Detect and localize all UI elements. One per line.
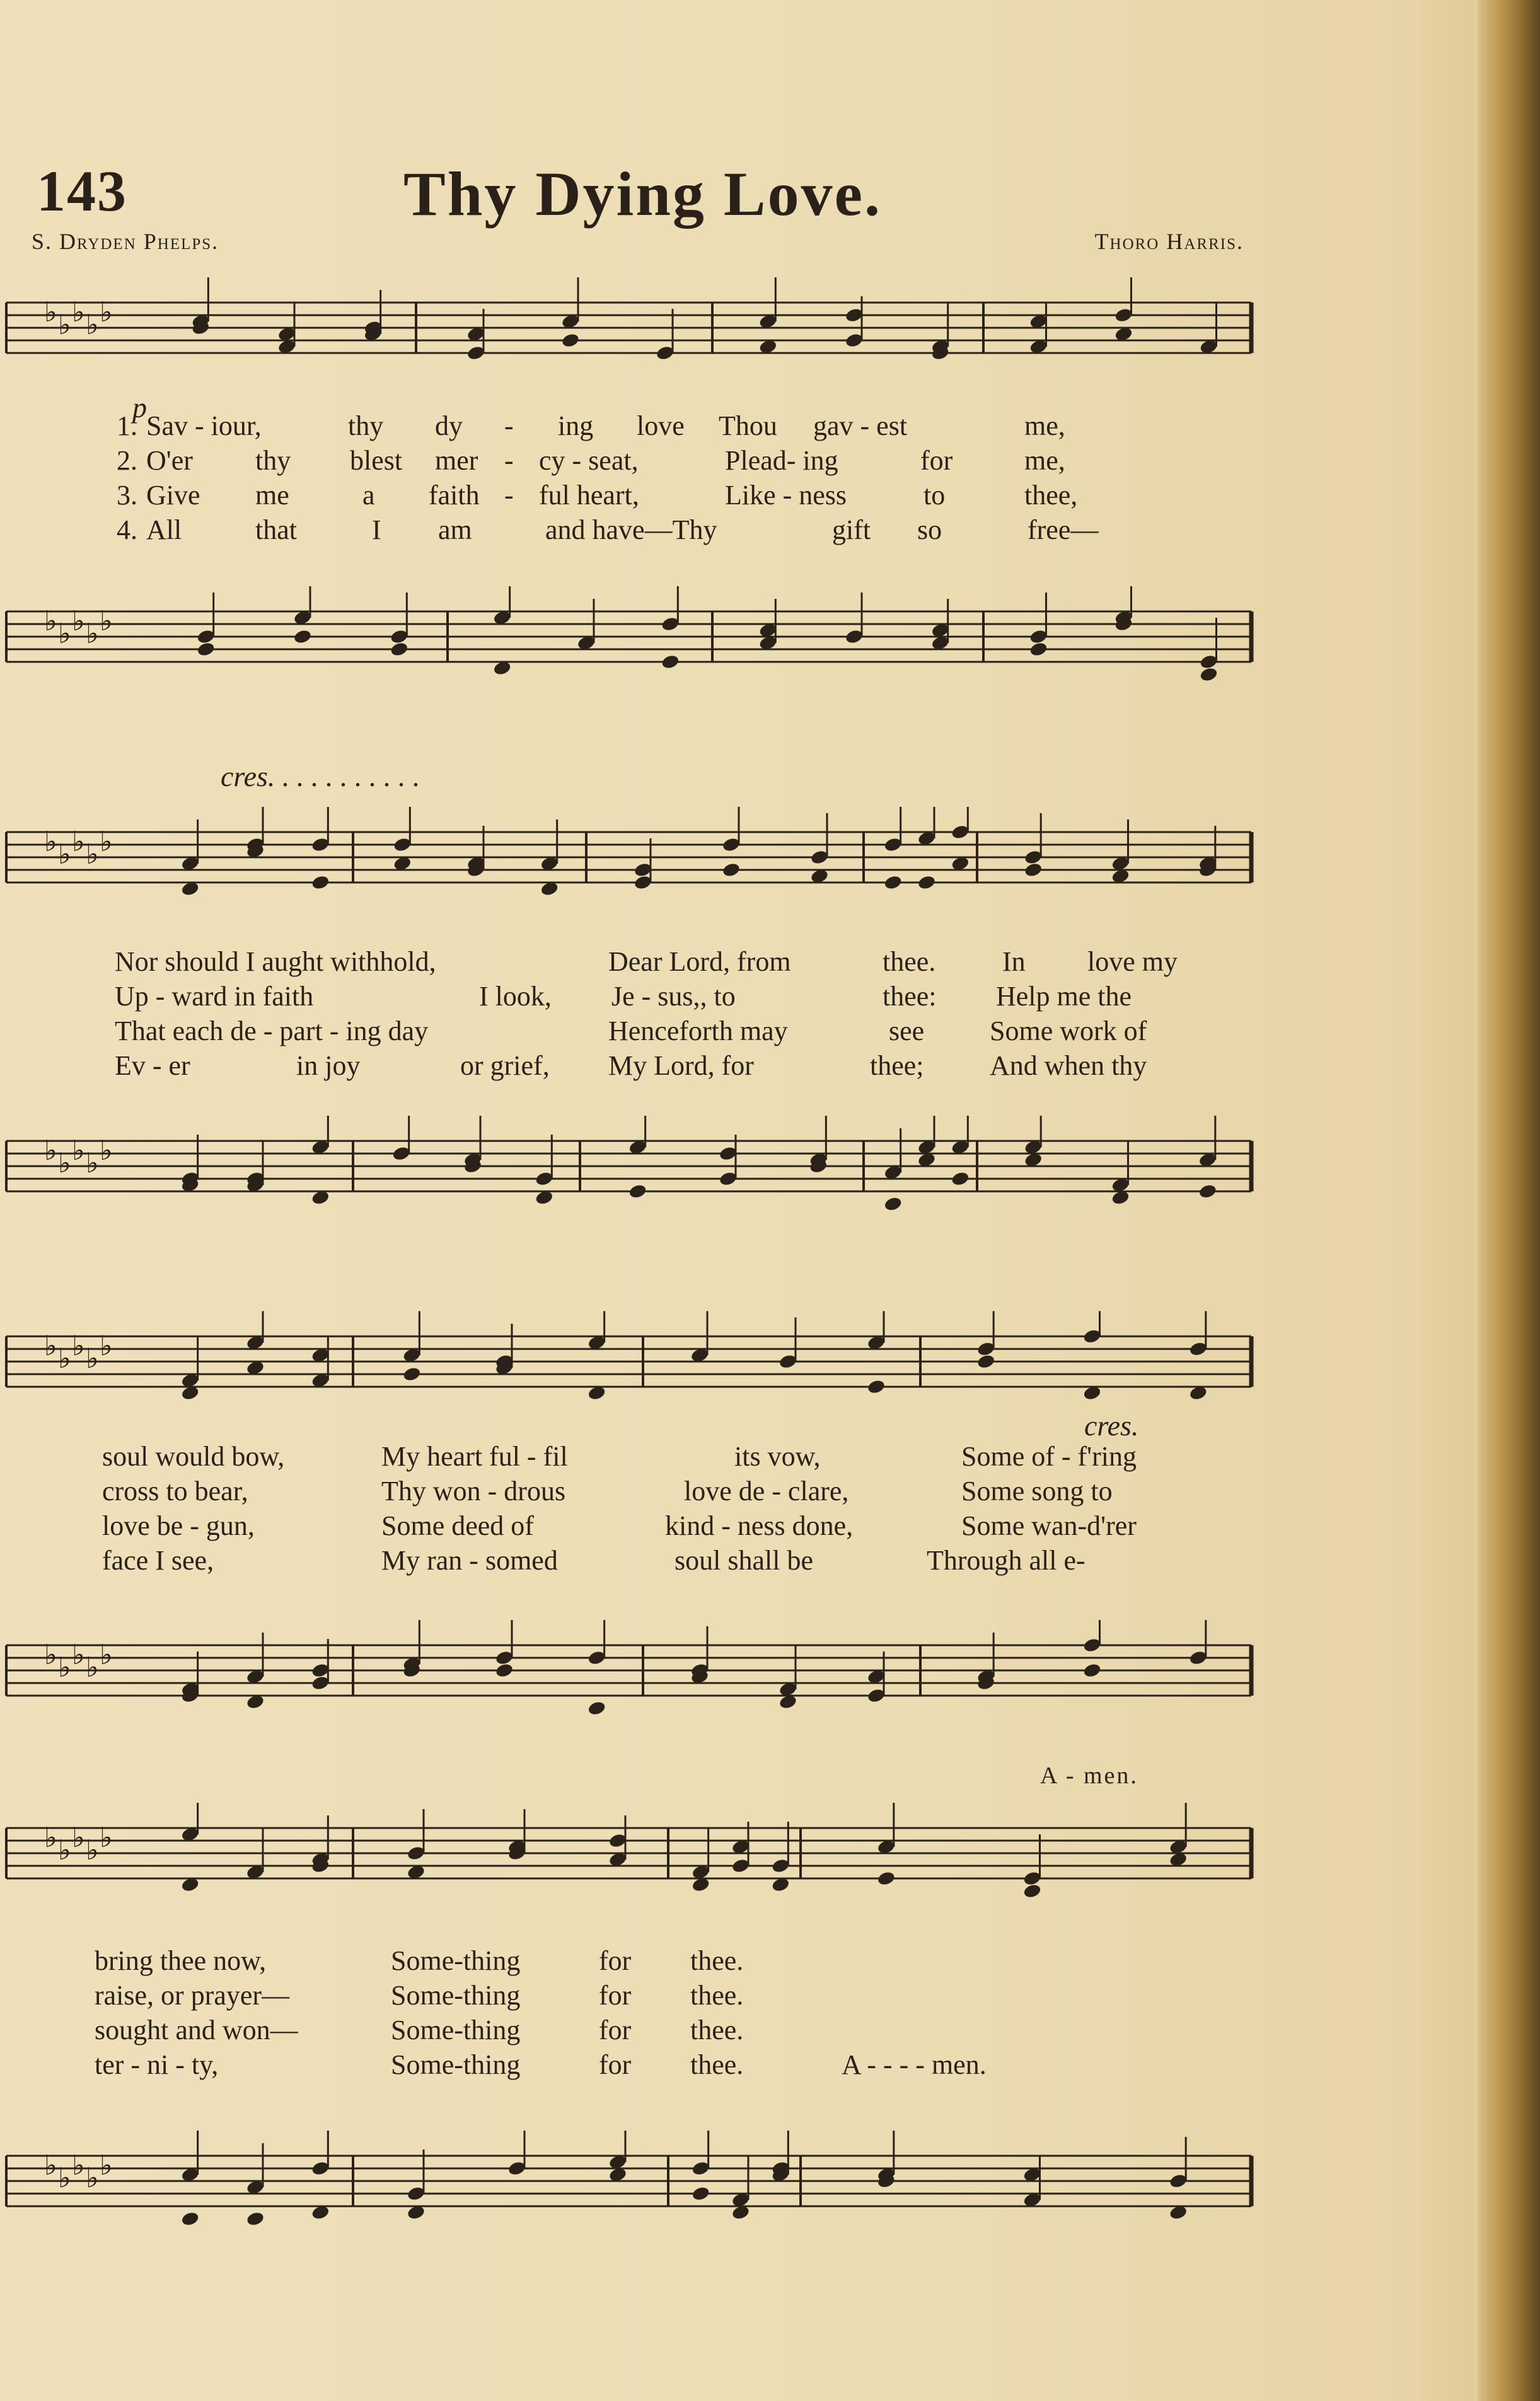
lyric-syllable: blest <box>350 445 403 476</box>
note-head <box>587 1700 606 1716</box>
hymn-title: Thy Dying Love. <box>403 159 883 229</box>
note-head <box>722 862 741 878</box>
lyric-syllable: O'er <box>146 445 193 476</box>
lyric-syllable: soul shall be <box>674 1545 813 1576</box>
lyric-syllable: and have—Thy <box>545 514 717 545</box>
flat-sign: ♭ <box>100 1639 113 1671</box>
lyric-syllable: That each de - part - ing day <box>115 1015 429 1046</box>
composer-credit: Thoro Harris. <box>1094 229 1244 254</box>
treble-staff-2 <box>0 807 1254 920</box>
lyric-syllable: love de - clare, <box>684 1476 849 1507</box>
amen-label-top: A - men. <box>1040 1762 1138 1789</box>
lyric-syllable: for <box>599 1945 632 1976</box>
note-head <box>951 1171 970 1187</box>
lyric-syllable: All <box>146 514 182 545</box>
note-head <box>917 874 937 891</box>
flat-sign: ♭ <box>86 1147 99 1179</box>
lyric-syllable: Some-thing <box>391 1945 521 1976</box>
author-credit: S. Dryden Phelps. <box>32 229 219 254</box>
lyric-syllable: cy - seat, <box>539 445 639 476</box>
flat-sign: ♭ <box>72 296 85 328</box>
lyric-syllable: a <box>362 480 375 511</box>
lyric-syllable: ter - ni - ty, <box>95 2049 219 2080</box>
lyric-syllable: me, <box>1024 445 1065 476</box>
lyric-syllable: Je - sus,, to <box>611 981 736 1012</box>
lyric-syllable: thee, <box>1024 480 1078 511</box>
lyric-syllable: Plead- ing <box>725 445 838 476</box>
flat-sign: ♭ <box>100 2149 113 2182</box>
lyric-syllable: thee. <box>690 2015 744 2045</box>
flat-sign: ♭ <box>44 1135 57 1167</box>
lyric-syllable: - <box>504 480 514 511</box>
lyric-syllable: - <box>504 410 514 441</box>
lyric-syllable: for <box>599 2049 632 2080</box>
flat-sign: ♭ <box>44 605 57 637</box>
lyric-syllable: see <box>889 1015 925 1046</box>
lyric-syllable: - <box>504 445 514 476</box>
verse-number: 1. <box>117 410 137 441</box>
lyric-syllable: face I see, <box>102 1545 214 1576</box>
lyric-syllable: Some-thing <box>391 1980 521 2011</box>
lyric-syllable: Some work of <box>990 1015 1147 1046</box>
lyric-syllable: cross to bear, <box>102 1476 248 1507</box>
lyric-syllable: A - - - - men. <box>842 2049 987 2080</box>
lyric-syllable: Through all e- <box>927 1545 1086 1576</box>
note-head <box>1022 1883 1042 1899</box>
lyric-syllable: Some deed of <box>381 1510 534 1541</box>
lyric-syllable: thee; <box>870 1050 924 1081</box>
flat-sign: ♭ <box>100 296 113 328</box>
flat-sign: ♭ <box>86 838 99 871</box>
flat-sign: ♭ <box>72 1330 85 1362</box>
flat-sign: ♭ <box>58 838 71 871</box>
flat-sign: ♭ <box>72 1135 85 1167</box>
flat-sign: ♭ <box>72 826 85 858</box>
lyric-syllable: raise, or prayer— <box>95 1980 290 2011</box>
dynamic-crescendo-1: cres. . . . . . . . . . . <box>221 760 420 792</box>
flat-sign: ♭ <box>86 1834 99 1866</box>
lyric-syllable: And when thy <box>990 1050 1147 1081</box>
lyric-syllable: thee. <box>690 1945 744 1976</box>
lyric-syllable: sought and won— <box>95 2015 298 2045</box>
lyric-syllable: gift <box>832 514 871 545</box>
note-head <box>877 1870 896 1887</box>
lyric-syllable: Dear Lord, from <box>608 946 791 977</box>
lyric-syllable: Help me the <box>996 981 1132 1012</box>
lyric-syllable: thee: <box>883 981 937 1012</box>
note-head <box>691 2185 710 2202</box>
flat-sign: ♭ <box>86 618 99 650</box>
lyric-syllable: for <box>920 445 953 476</box>
treble-staff-3 <box>0 1311 1254 1425</box>
lyric-syllable: so <box>917 514 942 545</box>
lyric-syllable: Sav - iour, <box>146 410 262 441</box>
lyric-syllable: ful heart, <box>539 480 639 511</box>
flat-sign: ♭ <box>72 1822 85 1854</box>
lyric-syllable: Nor should I aught withhold, <box>115 946 436 977</box>
flat-sign: ♭ <box>72 2149 85 2182</box>
book-spine <box>1483 0 1540 2401</box>
lyric-syllable: mer <box>435 445 478 476</box>
flat-sign: ♭ <box>72 605 85 637</box>
verse-number: 2. <box>117 445 137 476</box>
hymn-number: 143 <box>37 159 127 223</box>
flat-sign: ♭ <box>44 2149 57 2182</box>
lyric-syllable: love <box>637 410 685 441</box>
lyric-syllable: Some of - f'ring <box>961 1441 1137 1472</box>
lyric-syllable: thee. <box>883 946 936 977</box>
lyric-syllable: free— <box>1028 514 1099 545</box>
lyric-syllable: My ran - somed <box>381 1545 558 1576</box>
lyric-syllable: am <box>438 514 472 545</box>
lyric-syllable: kind - ness done, <box>665 1510 854 1541</box>
note-head <box>402 1366 422 1382</box>
note-head <box>390 641 409 657</box>
flat-sign: ♭ <box>58 309 71 341</box>
lyric-syllable: thy <box>255 445 291 476</box>
lyric-syllable: Like - ness <box>725 480 847 511</box>
note-head <box>1082 1662 1102 1679</box>
flat-sign: ♭ <box>58 618 71 650</box>
dynamic-piano: p <box>132 391 147 424</box>
verse-number: 3. <box>117 480 137 511</box>
lyric-syllable: love be - gun, <box>102 1510 255 1541</box>
lyric-syllable: My heart ful - fil <box>381 1441 568 1472</box>
lyric-syllable: Some-thing <box>391 2015 521 2045</box>
bass-staff-4 <box>0 2131 1254 2244</box>
note-head <box>1024 862 1043 878</box>
lyric-syllable: Up - ward in faith <box>115 981 314 1012</box>
lyric-syllable: dy <box>435 410 463 441</box>
lyric-syllable: Ev - er <box>115 1050 190 1081</box>
flat-sign: ♭ <box>100 1822 113 1854</box>
lyric-syllable: for <box>599 1980 632 2011</box>
flat-sign: ♭ <box>44 1330 57 1362</box>
lyric-syllable: thee. <box>690 2049 744 2080</box>
lyric-syllable: I look, <box>479 981 552 1012</box>
flat-sign: ♭ <box>58 1834 71 1866</box>
note-head <box>1029 641 1048 657</box>
flat-sign: ♭ <box>86 1652 99 1684</box>
bass-staff-1 <box>0 586 1254 700</box>
lyric-syllable: Thou <box>719 410 777 441</box>
note-head <box>1198 1183 1218 1200</box>
lyric-syllable: ing <box>558 410 594 441</box>
lyric-syllable: or grief, <box>460 1050 550 1081</box>
note-head <box>661 654 680 670</box>
note-head <box>196 641 216 657</box>
lyric-syllable: Some wan-d'rer <box>961 1510 1137 1541</box>
flat-sign: ♭ <box>58 1343 71 1375</box>
bass-staff-2 <box>0 1116 1254 1229</box>
flat-sign: ♭ <box>58 1147 71 1179</box>
lyric-syllable: that <box>255 514 297 545</box>
flat-sign: ♭ <box>100 826 113 858</box>
lyric-syllable: Some-thing <box>391 2049 521 2080</box>
flat-sign: ♭ <box>86 1343 99 1375</box>
note-head <box>180 2211 200 2227</box>
page-edge <box>1474 0 1483 2401</box>
flat-sign: ♭ <box>100 1330 113 1362</box>
lyric-syllable: faith <box>429 480 480 511</box>
lyric-syllable: Henceforth may <box>608 1015 788 1046</box>
verse-number: 4. <box>117 514 137 545</box>
flat-sign: ♭ <box>44 1639 57 1671</box>
note-head <box>883 1196 903 1212</box>
note-head <box>628 1183 647 1200</box>
note-head <box>976 1353 996 1370</box>
lyric-syllable: for <box>599 2015 632 2045</box>
note-head <box>293 628 313 645</box>
lyric-syllable: to <box>923 480 946 511</box>
lyric-syllable: love my <box>1087 946 1178 977</box>
lyric-syllable: My Lord, for <box>608 1050 754 1081</box>
flat-sign: ♭ <box>86 2162 99 2194</box>
lyric-syllable: bring thee now, <box>95 1945 267 1976</box>
note-head <box>311 874 330 891</box>
flat-sign: ♭ <box>72 1639 85 1671</box>
flat-sign: ♭ <box>86 309 99 341</box>
bass-staff-3 <box>0 1620 1254 1733</box>
lyric-syllable: I <box>372 514 381 545</box>
lyric-syllable: Give <box>146 480 200 511</box>
lyric-syllable: me, <box>1024 410 1065 441</box>
lyric-syllable: thee. <box>690 1980 744 2011</box>
flat-sign: ♭ <box>100 605 113 637</box>
note-head <box>495 1662 514 1679</box>
lyric-syllable: me <box>255 480 289 511</box>
flat-sign: ♭ <box>58 1652 71 1684</box>
note-head <box>561 332 581 349</box>
flat-sign: ♭ <box>100 1135 113 1167</box>
note-head <box>246 2211 265 2227</box>
flat-sign: ♭ <box>44 296 57 328</box>
flat-sign: ♭ <box>44 1822 57 1854</box>
lyric-syllable: gav - est <box>813 410 908 441</box>
lyric-syllable: Thy won - drous <box>381 1476 566 1507</box>
dynamic-crescendo-2: cres. <box>1084 1409 1139 1442</box>
note-head <box>883 874 903 891</box>
flat-sign: ♭ <box>58 2162 71 2194</box>
flat-sign: ♭ <box>44 826 57 858</box>
lyric-syllable: thy <box>348 410 384 441</box>
lyric-syllable: soul would bow, <box>102 1441 285 1472</box>
lyric-syllable: In <box>1002 946 1026 977</box>
lyric-syllable: in joy <box>296 1050 361 1081</box>
note-head <box>1199 666 1219 683</box>
lyric-syllable: its vow, <box>734 1441 821 1472</box>
note-head <box>867 1379 886 1395</box>
treble-staff-4 <box>0 1803 1254 1916</box>
lyric-syllable: Some song to <box>961 1476 1113 1507</box>
treble-staff-1 <box>0 277 1254 391</box>
